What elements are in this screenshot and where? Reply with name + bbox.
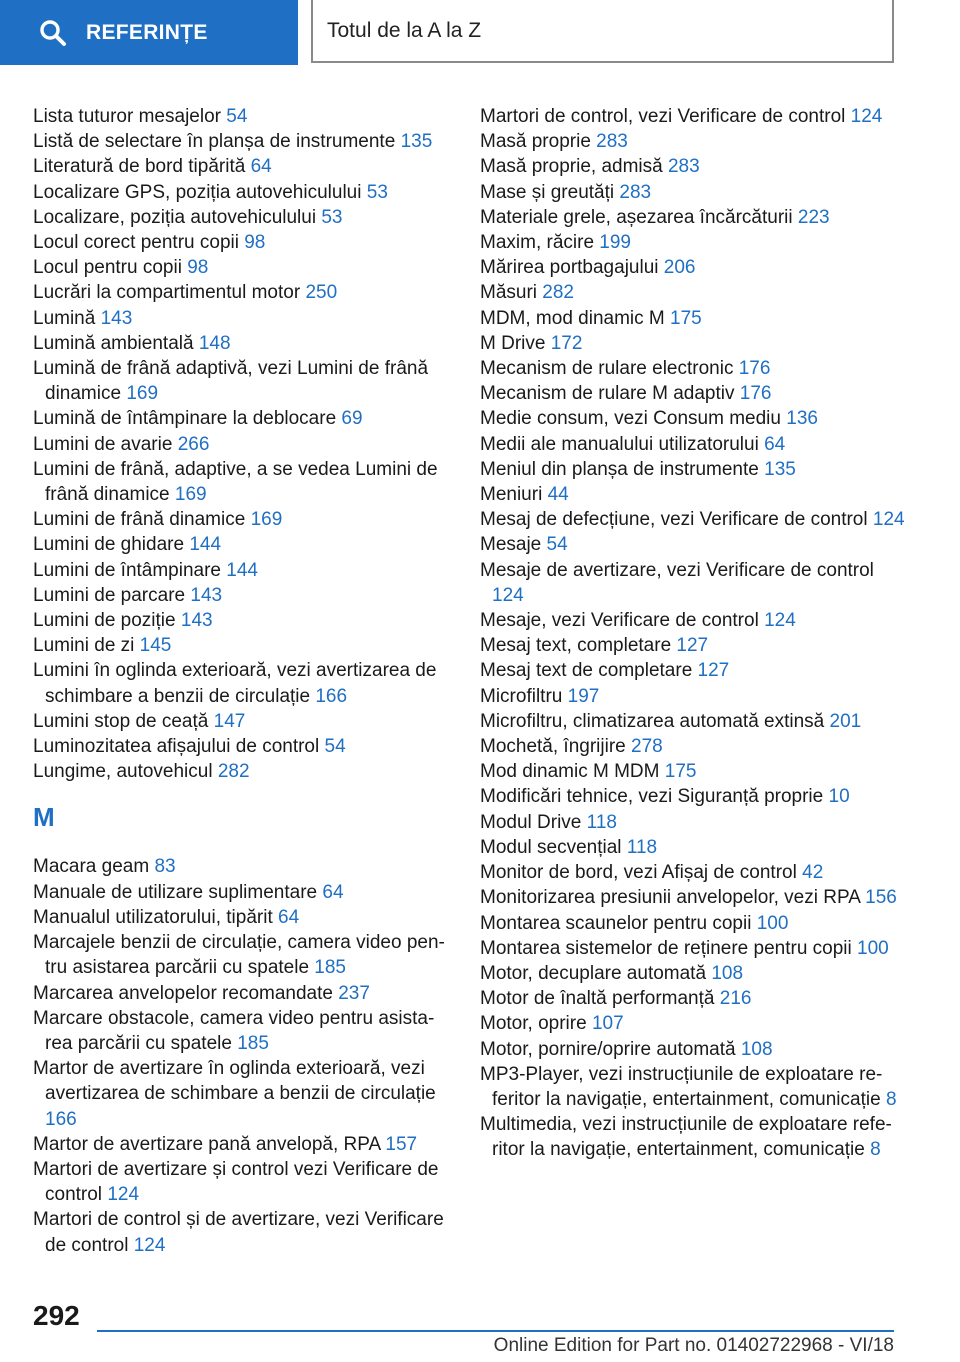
index-entry-term: Mesaj text, completare (480, 635, 672, 657)
index-entry (480, 356, 905, 381)
page-reference-link[interactable]: 10 (828, 786, 850, 808)
page-reference-link[interactable]: 144 (189, 534, 222, 556)
search-icon (38, 18, 68, 48)
page-reference-link[interactable]: 169 (126, 383, 159, 405)
page-reference-link[interactable]: 283 (667, 156, 700, 178)
index-entry (480, 381, 905, 406)
index-entry-term: Meniuri (480, 484, 543, 506)
index-entry-term: Modificări tehnice, vezi Siguranță proprie (480, 786, 824, 808)
index-entry (33, 1132, 453, 1157)
section-letter-heading: M (33, 802, 55, 833)
index-entry-term: Mesaj de defecțiune, vezi Verificare de control (480, 509, 868, 531)
index-entry (480, 684, 905, 709)
index-entry-term: Lumină (33, 307, 96, 329)
page-reference-link[interactable]: 127 (697, 660, 730, 682)
index-entry (480, 180, 905, 205)
index-entry (480, 734, 905, 759)
index-entry (480, 709, 905, 734)
page-reference-link[interactable]: 64 (250, 156, 272, 178)
index-entry (480, 306, 905, 331)
index-entry-term: Lumini stop de ceață (33, 710, 209, 732)
index-entry-term: Materiale grele, așezarea încărcăturii (480, 206, 793, 228)
index-entry-term: Motor de înaltă performanță (480, 988, 715, 1010)
index-entry (33, 432, 453, 457)
index-entry (480, 507, 905, 532)
page-reference-link[interactable]: 185 (314, 957, 346, 979)
references-tab-label: REFERINȚE (86, 20, 208, 44)
page-reference-link[interactable]: 144 (226, 559, 258, 581)
index-entry-term: Luminozitatea afișajului de control (33, 736, 320, 758)
page-reference-link[interactable]: 143 (100, 307, 133, 329)
page-reference-link[interactable]: 8 (885, 1088, 897, 1110)
index-entry (480, 1112, 905, 1162)
index-entry-term: Lumini de frână, adaptive, a se vedea Lumini de frână dinamice (33, 458, 438, 506)
index-entry (480, 457, 905, 482)
index-entry (33, 532, 453, 557)
index-entry (480, 255, 905, 280)
page-reference-link[interactable]: 118 (586, 811, 617, 833)
index-entry (33, 306, 453, 331)
index-entry (480, 860, 905, 885)
index-entry (33, 205, 453, 230)
index-entry (480, 810, 905, 835)
page-reference-link[interactable]: 100 (756, 912, 789, 934)
index-entry (33, 230, 453, 255)
index-entry (480, 911, 905, 936)
index-entry-term: Lungime, autovehicul (33, 761, 213, 783)
index-entry (33, 608, 453, 633)
page-reference-link[interactable]: 282 (542, 282, 574, 304)
index-entry-term: Marcarea anvelopelor recomandate (33, 982, 333, 1004)
index-entry-term: Microfiltru, climatizarea automată extinsă (480, 710, 825, 732)
index-entry-term: Locul corect pentru copii (33, 232, 239, 254)
index-entry (480, 558, 905, 608)
index-entry-term: Manualul utilizatorului, tipărit (33, 906, 273, 928)
page-reference-link[interactable]: 124 (107, 1184, 140, 1206)
page-reference-link[interactable]: 148 (198, 332, 231, 354)
index-entry-term: Locul pentru copii (33, 257, 182, 279)
index-entry-term: Motor, decuplare automată (480, 962, 707, 984)
page-reference-link[interactable]: 53 (321, 206, 343, 228)
index-entry-term: Lumini de întâmpinare (33, 559, 221, 581)
page-reference-link[interactable]: 53 (366, 181, 388, 203)
index-entry-term: Martori de control și de avertizare, vezi Verificare de control (33, 1209, 444, 1256)
index-entry (480, 936, 905, 961)
page-reference-link[interactable]: 157 (385, 1133, 418, 1155)
index-entry (480, 532, 905, 557)
page-reference-link[interactable]: 44 (547, 484, 569, 506)
page-reference-link[interactable]: 69 (341, 408, 363, 430)
edition-footer: Online Edition for Part no. 01402722968 - VI/18 (493, 1335, 894, 1356)
page-reference-link[interactable]: 145 (139, 635, 172, 657)
index-entry (33, 331, 453, 356)
page-reference-link[interactable]: 197 (567, 685, 600, 707)
index-entry (33, 734, 453, 759)
index-entry-term: Mod dinamic M MDM (480, 761, 660, 783)
index-entry-term: Localizare GPS, poziția autovehiculului (33, 181, 362, 203)
index-entry (480, 835, 905, 860)
page-reference-link[interactable]: 108 (740, 1038, 773, 1060)
page-reference-link[interactable]: 124 (492, 584, 524, 606)
page-reference-link[interactable]: 156 (865, 887, 897, 909)
page-reference-link[interactable]: 54 (324, 736, 346, 758)
index-entry-term: Masă proprie, admisă (480, 156, 663, 178)
page-reference-link[interactable]: 250 (305, 282, 338, 304)
page-reference-link[interactable]: 169 (174, 484, 207, 506)
page-reference-link[interactable]: 124 (133, 1234, 166, 1256)
index-entry-term: MP3-Player, vezi instrucțiunile de exploatare referitor la navigație, entertainment, comunicație (480, 1063, 883, 1110)
page-reference-link[interactable]: 135 (400, 131, 433, 153)
index-entry-term: Lumini de ghidare (33, 534, 185, 556)
page-reference-link[interactable]: 185 (237, 1032, 269, 1054)
index-entry (480, 784, 905, 809)
index-entry (480, 1062, 905, 1112)
page-reference-link[interactable]: 206 (663, 257, 696, 279)
index-entry (33, 880, 453, 905)
index-entry-term: M Drive (480, 332, 546, 354)
index-entry-term: Lucrări la compartimentul motor (33, 282, 301, 304)
footer-divider (97, 1330, 894, 1332)
index-entry-term: Lumini de zi (33, 635, 135, 657)
index-entry (480, 482, 905, 507)
index-entry (480, 230, 905, 255)
page-reference-link[interactable]: 108 (711, 962, 744, 984)
index-entry-term: Lumini de parcare (33, 584, 186, 606)
page-number: 292 (33, 1300, 80, 1331)
page-reference-link[interactable]: 237 (338, 982, 370, 1004)
page-reference-link[interactable]: 124 (764, 610, 796, 632)
index-entry (480, 1037, 905, 1062)
page-reference-link[interactable]: 136 (786, 408, 818, 430)
page-reference-link[interactable]: 176 (739, 383, 772, 405)
page-reference-link[interactable]: 166 (45, 1108, 77, 1130)
index-entry (480, 759, 905, 784)
index-entry (33, 356, 453, 406)
page-reference-link[interactable]: 172 (550, 332, 583, 354)
index-entry-term: Meniul din planșa de instrumente (480, 458, 759, 480)
index-entry-term: Modul Drive (480, 811, 582, 833)
index-entry-term: Localizare, poziția autovehiculului (33, 206, 317, 228)
index-entry (33, 406, 453, 431)
index-entry-term: Marcajele benzii de circulație, camera video pentru asistarea parcării cu spatele (33, 932, 445, 979)
index-entry-term: Macara geam (33, 856, 150, 878)
page-reference-link[interactable]: 98 (244, 232, 266, 254)
page-reference-link[interactable]: 64 (322, 881, 344, 903)
index-entry (33, 457, 453, 507)
page-reference-link[interactable]: 199 (599, 232, 631, 254)
index-entry (33, 1056, 453, 1132)
index-entry (33, 180, 453, 205)
index-entry-term: Mecanism de rulare M adaptiv (480, 383, 735, 405)
index-entry (33, 558, 453, 583)
index-entry-term: Martori de avertizare și control vezi Verificare de control (33, 1158, 439, 1206)
page-reference-link[interactable]: 169 (250, 509, 283, 531)
index-entry-term: Monitor de bord, vezi Afișaj de control (480, 862, 797, 884)
page-reference-link[interactable]: 8 (870, 1139, 881, 1161)
page-reference-link[interactable]: 266 (177, 433, 210, 455)
index-entry (33, 759, 453, 784)
page-reference-link[interactable]: 135 (764, 458, 796, 480)
index-entry-term: Mărirea portbagajului (480, 257, 659, 279)
page-reference-link[interactable]: 64 (764, 433, 786, 455)
page-reference-link[interactable]: 100 (857, 937, 889, 959)
index-entry-term: Mesaje de avertizare, vezi Verificare de control (480, 559, 874, 581)
page-reference-link[interactable]: 124 (850, 106, 883, 127)
index-entry-term: Lumini de frână dinamice (33, 509, 246, 531)
index-entry (480, 961, 905, 986)
index-entry-term: Modul secvențial (480, 836, 622, 858)
page-reference-link[interactable]: 175 (670, 307, 702, 329)
index-entry-term: Masă proprie (480, 131, 591, 153)
page-reference-link[interactable]: 166 (315, 685, 348, 707)
index-entry-term: Listă de selectare în planșa de instrumente (33, 131, 396, 153)
index-entry (33, 1157, 453, 1207)
index-entry (33, 981, 453, 1006)
index-entry-term: Motor, oprire (480, 1013, 587, 1035)
index-entry-term: Multimedia, vezi instrucțiunile de exploatare referitor la navigație, entertainment, comunicație (480, 1114, 892, 1161)
index-entry-term: Lumină ambientală (33, 332, 194, 354)
index-entry-term: Lumini în oglinda exterioară, vezi avertizarea de schimbare a benzii de circulație (33, 660, 437, 707)
page-reference-link[interactable]: 118 (626, 836, 658, 858)
index-entry-term: Mesaje (480, 534, 542, 556)
index-column-right (480, 104, 905, 1163)
index-entry (33, 583, 453, 608)
page-reference-link[interactable]: 143 (190, 584, 223, 606)
index-entry (480, 1011, 905, 1036)
index-entry-term: Lumini de avarie (33, 433, 173, 455)
index-entry-term: Mase și greutăți (480, 181, 615, 203)
index-entry (480, 658, 905, 683)
index-entry (480, 154, 905, 179)
index-entry (480, 885, 905, 910)
index-entry (480, 432, 905, 457)
page-reference-link[interactable]: 83 (154, 856, 176, 878)
page-reference-link[interactable]: 98 (187, 257, 209, 279)
chapter-title (311, 0, 894, 63)
index-entry-term: Motor, pornire/oprire automată (480, 1038, 736, 1060)
index-entry (33, 854, 453, 879)
chapter-title-text: Totul de la A la Z (327, 18, 482, 42)
index-entry-term: Lista tuturor mesajelor (33, 106, 221, 127)
index-entry-term: Maxim, răcire (480, 232, 595, 254)
index-entry-term: Marcare obstacole, camera video pentru asistarea parcării cu spatele (33, 1007, 435, 1054)
index-entry (33, 255, 453, 280)
index-entry (33, 154, 453, 179)
index-entry (33, 129, 453, 154)
page-reference-link[interactable]: 283 (596, 131, 628, 153)
page-reference-link[interactable]: 54 (226, 106, 248, 127)
index-entry-term: Mecanism de rulare electronic (480, 358, 734, 380)
index-column-left (33, 104, 453, 1258)
index-entry-term: Măsuri (480, 282, 538, 304)
index-entry (33, 930, 453, 980)
index-entry-term: Martori de control, vezi Verificare de control (480, 106, 846, 127)
index-entry (33, 905, 453, 930)
page-reference-link[interactable]: 124 (872, 509, 905, 531)
page-reference-link[interactable]: 42 (802, 862, 824, 884)
page-reference-link[interactable]: 143 (180, 610, 213, 632)
page-reference-link[interactable]: 176 (738, 358, 771, 380)
page-reference-link[interactable]: 107 (591, 1013, 624, 1035)
index-entry (480, 331, 905, 356)
page-reference-link[interactable]: 216 (719, 988, 752, 1010)
index-entry (33, 633, 453, 658)
index-entry-term: Mochetă, îngrijire (480, 736, 626, 758)
index-entry (33, 280, 453, 305)
index-entry-term: Montarea scaunelor pentru copii (480, 912, 752, 934)
index-entry-term: Medii ale manualului utilizatorului (480, 433, 759, 455)
index-entry (480, 633, 905, 658)
index-entry (480, 129, 905, 154)
index-entry (33, 104, 453, 129)
index-entry-term: Lumini de poziție (33, 610, 176, 632)
index-entry-term: Martor de avertizare în oglinda exterioară, vezi avertizarea de schimbare a benzii de circulație (33, 1058, 436, 1105)
index-entry-term: Literatură de bord tipărită (33, 156, 246, 178)
index-entry (480, 406, 905, 431)
index-entry (480, 986, 905, 1011)
page-reference-link[interactable]: 201 (829, 710, 862, 732)
index-entry (33, 658, 453, 708)
index-entry-term: Mesaj text de completare (480, 660, 693, 682)
page-reference-link[interactable]: 175 (664, 761, 697, 783)
index-entry (480, 104, 905, 129)
index-entry-term: Lumină de frână adaptivă, vezi Lumini de frână dinamice (33, 358, 429, 405)
references-tab[interactable] (0, 0, 298, 65)
index-entry (480, 205, 905, 230)
index-entry (33, 507, 453, 532)
index-entry-term: Martor de avertizare pană anvelopă, RPA (33, 1133, 381, 1155)
index-entry (33, 1006, 453, 1056)
index-entry-term: MDM, mod dinamic M (480, 307, 665, 329)
page-reference-link[interactable]: 64 (278, 906, 300, 928)
page-reference-link[interactable]: 54 (546, 534, 568, 556)
index-entry (33, 1207, 453, 1257)
page-reference-link[interactable]: 282 (217, 761, 250, 783)
index-entry (33, 709, 453, 734)
index-entry (480, 280, 905, 305)
page-reference-link[interactable]: 283 (619, 181, 652, 203)
page-reference-link[interactable]: 223 (797, 206, 830, 228)
index-entry (480, 608, 905, 633)
page-reference-link[interactable]: 278 (631, 736, 663, 758)
index-entry-term: Lumină de întâmpinare la deblocare (33, 408, 337, 430)
page-reference-link[interactable]: 147 (213, 710, 246, 732)
index-entry-term: Manuale de utilizare suplimentare (33, 881, 318, 903)
index-entry-term: Medie consum, vezi Consum mediu (480, 408, 781, 430)
index-entry-term: Mesaje, vezi Verificare de control (480, 610, 759, 632)
index-entry-term: Monitorizarea presiunii anvelopelor, vezi RPA (480, 887, 860, 909)
index-entry-term: Microfiltru (480, 685, 563, 707)
index-entry-term: Montarea sistemelor de reținere pentru copii (480, 937, 852, 959)
page-reference-link[interactable]: 127 (676, 635, 709, 657)
